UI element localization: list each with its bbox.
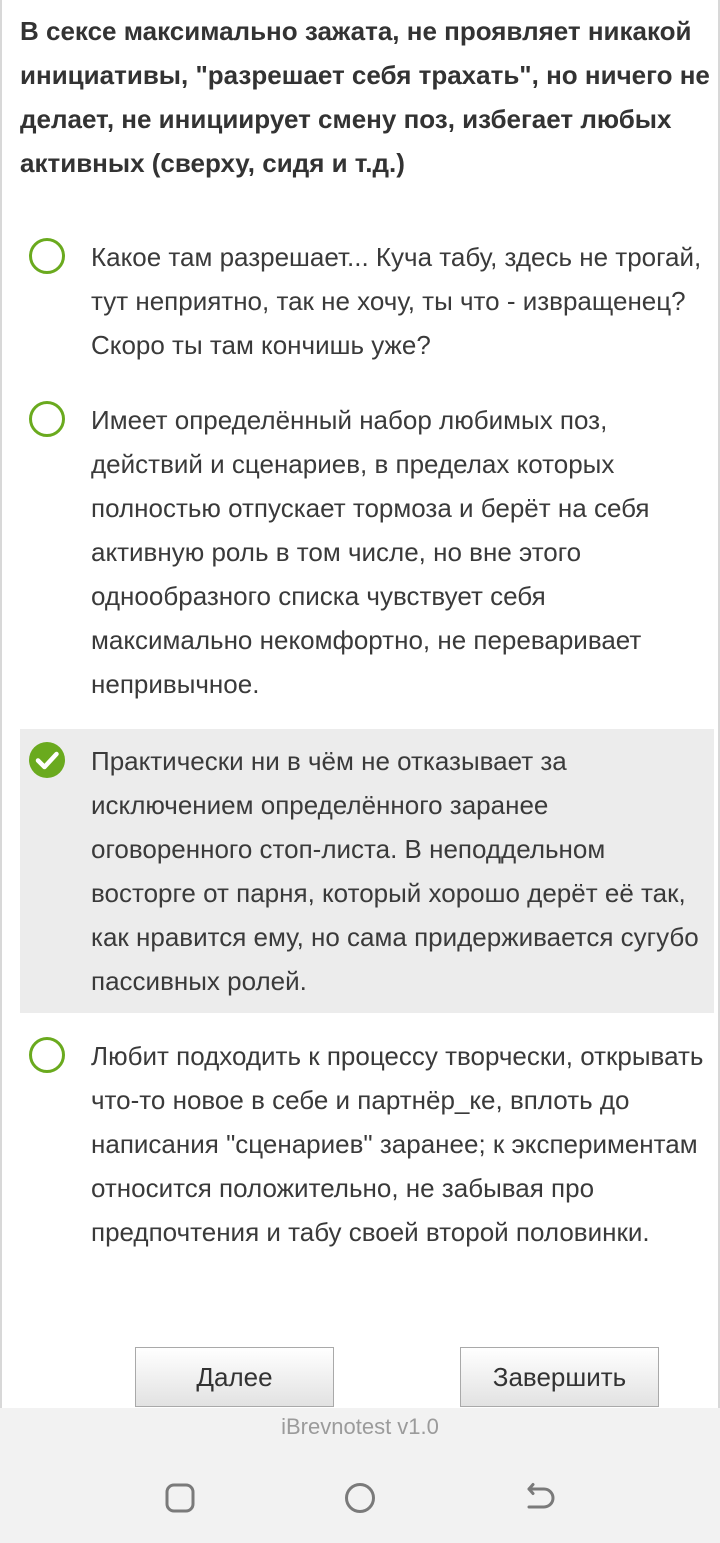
- answer-option-text: Какое там разрешает... Куча табу, здесь не трогай, тут неприятно, так не хочу, ты что - извращенец? Скоро ты там кончишь уже?: [91, 242, 702, 360]
- answer-option-text: Имеет определённый набор любимых поз, действий и сценариев, в пределах которых полностью отпускает тормоза и берёт на себя активную роль в том числе, но вне этого однообразного списка чувствует себя максимально некомфортно, не переваривает непривычное.: [91, 405, 650, 699]
- radio-unchecked-icon[interactable]: [29, 1037, 65, 1073]
- radio-checked-icon[interactable]: [29, 742, 65, 778]
- app-version-label: iBrevnotest v1.0: [281, 1414, 439, 1439]
- circle-icon[interactable]: [342, 1480, 378, 1516]
- question-text: В сексе максимально зажата, не проявляет никакой инициативы, "разрешает себя трахать", но ничего не делает, не инициирует смену поз, избегает любых активных (сверху, сидя и т.д.): [20, 16, 710, 178]
- square-icon[interactable]: [162, 1480, 198, 1516]
- finish-button[interactable]: Завершить: [460, 1347, 659, 1407]
- radio-unchecked-icon[interactable]: [29, 401, 65, 437]
- footer: [0, 1408, 720, 1543]
- answer-option-4[interactable]: [20, 1026, 714, 1306]
- back-arrow-icon[interactable]: [522, 1480, 558, 1516]
- radio-unchecked-icon[interactable]: [29, 238, 65, 274]
- answer-option-1[interactable]: [20, 228, 714, 368]
- answer-option-3[interactable]: [20, 729, 714, 1013]
- answer-option-2[interactable]: [20, 390, 714, 708]
- next-button[interactable]: Далее: [135, 1347, 334, 1407]
- answer-option-text: Практически ни в чём не отказывает за исключением определённого заранее оговоренного стоп-листа. В неподдельном восторге от парня, который хорошо дерёт её так, как нравится ему, но сама придерживается сугубо пассивных ролей.: [91, 746, 699, 996]
- answer-option-text: Любит подходить к процессу творчески, открывать что-то новое в себе и партнёр_ке, вплоть до написания "сценариев" заранее; к экспериментам относится положительно, не забывая про предпочтения и табу своей второй половинки.: [91, 1041, 704, 1247]
